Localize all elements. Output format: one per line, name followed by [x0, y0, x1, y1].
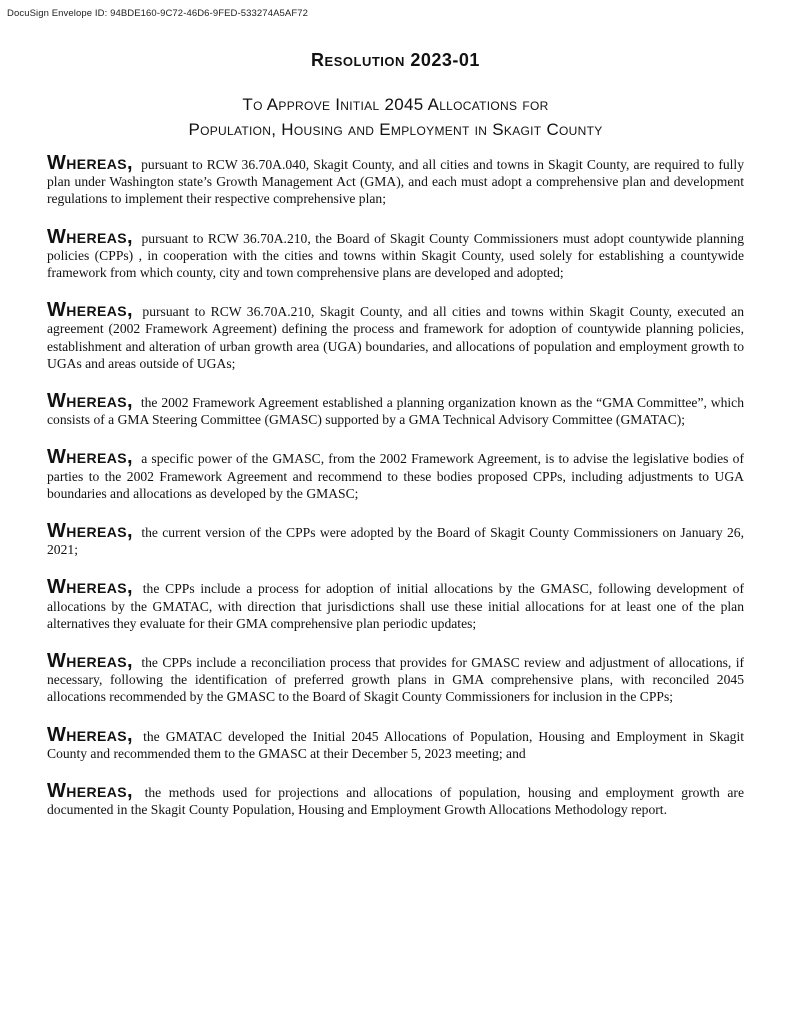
whereas-keyword: Whereas,: [47, 152, 133, 174]
clause-text: the GMATAC developed the Initial 2045 Allocations of Population, Housing and Employment in Skagit County and recommended them to the GMASC at their December 5, 2023 meeting; and: [47, 728, 744, 761]
resolution-title: Resolution 2023-01: [311, 50, 480, 70]
clause-text: pursuant to RCW 36.70A.210, the Board of Skagit County Commissioners must adopt countywide planning policies (CPPs) , in cooperation with the cities and towns within Skagit County, used solely for establishing a countywide framework from which county, city and town comprehensive plans are developed and adopted;: [47, 230, 744, 281]
clause-text: the methods used for projections and allocations of population, housing and employment growth are documented in the Skagit County Population, Housing and Employment Growth Allocations Methodology report.: [47, 785, 744, 818]
whereas-clause: [47, 446, 744, 502]
whereas-clause: [47, 650, 744, 706]
whereas-keyword: Whereas,: [47, 780, 133, 803]
whereas-clause: [47, 390, 744, 428]
resolution-subtitle: [0, 92, 791, 142]
clause-text: pursuant to RCW 36.70A.210, Skagit County, and all cities and towns within Skagit County, executed an agreement (2002 Framework Agreement) defining the process and framework for adoption of countywide planning policies, establishment and alteration of urban growth area (UGA) boundaries, and allocations of population and employment growth to UGAs and areas outside of UGAs;: [47, 304, 744, 371]
clause-text: the CPPs include a reconciliation process that provides for GMASC review and adjustment of allocations, if necessary, following the identification of preferred growth plans in GMA comprehensive plans, with reconciled 2045 allocations recommended by the GMASC to the Board of Skagit County Commissioners for inclusion in the CPPs;: [47, 655, 744, 705]
subtitle-line-1: To Approve Initial 2045 Allocations for: [242, 95, 549, 114]
whereas-clause: [47, 225, 744, 282]
whereas-clause: [47, 576, 744, 632]
clause-text: pursuant to RCW 36.70A.040, Skagit County, and all cities and towns in Skagit County, are required to fully plan under Washington state’s Growth Management Act (GMA), and each must adopt a comprehensive plan and development regulations to implement their respective comprehensive plan;: [47, 157, 744, 207]
whereas-keyword: Whereas,: [47, 723, 133, 746]
whereas-clauses: [47, 152, 744, 839]
whereas-keyword: Whereas,: [47, 390, 133, 413]
clause-text: the 2002 Framework Agreement established a planning organization known as the “GMA Committee”, which consists of a GMA Steering Committee (GMASC) supported by a GMA Technical Advisory Committee (GMATAC);: [47, 395, 744, 428]
clause-text: the CPPs include a process for adoption of initial allocations by the GMASC, following development of allocations by the GMATAC, with direction that jurisdictions shall use these initial allocations for at least one of the plan alternatives they evaluate for their GMA comprehensive plan periodic updates;: [47, 581, 744, 631]
whereas-keyword: Whereas,: [47, 225, 133, 248]
whereas-keyword: Whereas,: [47, 299, 133, 322]
whereas-clause: [47, 520, 744, 558]
whereas-keyword: Whereas,: [47, 576, 133, 599]
whereas-clause: [47, 723, 744, 762]
whereas-clause: [47, 299, 744, 372]
clause-text: a specific power of the GMASC, from the 2002 Framework Agreement, is to advise the legislative bodies of parties to the 2002 Framework Agreement and recommend to these bodies proposed CPPs, including adjustments to UGA boundaries and allocations as developed by the GMASC;: [47, 451, 744, 501]
whereas-clause: [47, 152, 744, 208]
whereas-keyword: Whereas,: [47, 650, 133, 673]
whereas-clause: [47, 780, 744, 818]
subtitle-line-2: Population, Housing and Employment in Skagit County: [188, 120, 603, 139]
whereas-keyword: Whereas,: [47, 520, 133, 543]
envelope-id: DocuSign Envelope ID: 94BDE160-9C72-46D6-9FED-533274A5AF72: [7, 8, 308, 19]
clause-text: the current version of the CPPs were adopted by the Board of Skagit County Commissioners on January 26, 2021;: [47, 525, 744, 558]
whereas-keyword: Whereas,: [47, 446, 133, 469]
